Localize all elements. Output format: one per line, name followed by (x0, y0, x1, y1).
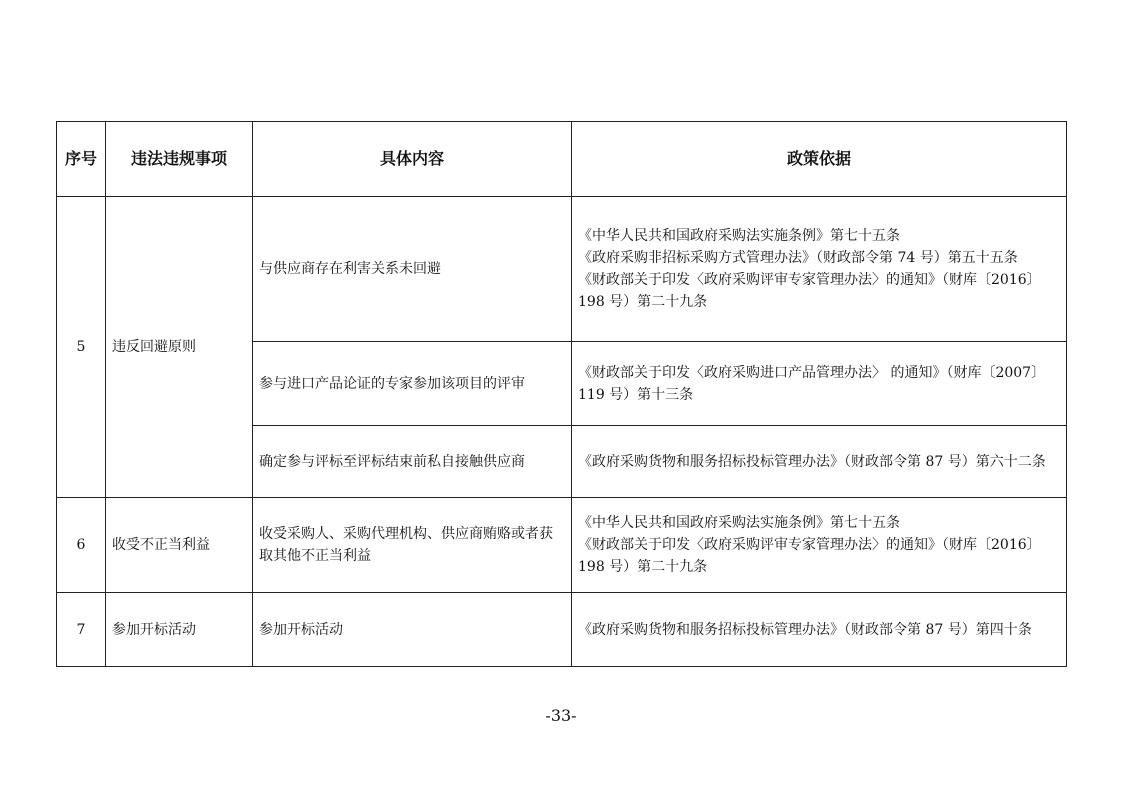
basis-line: 《中华人民共和国政府采购法实施条例》第七十五条 (578, 515, 900, 531)
header-row (57, 122, 1067, 197)
row-content: 参加开标活动 (253, 593, 572, 667)
row-content: 与供应商存在利害关系未回避 (253, 197, 572, 342)
row-basis (572, 498, 1067, 593)
basis-line: 《财政部关于印发〈政府采购评审专家管理办法〉的通知》（财库〔2016〕198 号）第二十九条 (578, 537, 1041, 575)
table-row (57, 197, 1067, 342)
row-item: 参加开标活动 (106, 593, 253, 667)
row-item: 违反回避原则 (106, 197, 253, 498)
header-content: 具体内容 (253, 122, 572, 197)
table-row (57, 498, 1067, 593)
basis-line: 《政府采购货物和服务招标投标管理办法》（财政部令第 87 号）第四十条 (578, 621, 1032, 638)
row-number: 6 (57, 498, 106, 593)
policy-table (56, 121, 1067, 667)
row-basis (572, 197, 1067, 342)
row-item: 收受不正当利益 (106, 498, 253, 593)
basis-line: 《中华人民共和国政府采购法实施条例》第七十五条 (578, 228, 900, 244)
table-row (57, 593, 1067, 667)
row-basis (572, 593, 1067, 667)
header-basis: 政策依据 (572, 122, 1067, 197)
row-content: 参与进口产品论证的专家参加该项目的评审 (253, 342, 572, 426)
basis-line: 《政府采购非招标采购方式管理办法》（财政部令第 74 号）第五十五条 (578, 250, 1018, 266)
row-basis (572, 342, 1067, 426)
basis-line: 《财政部关于印发〈政府采购进口产品管理办法〉 的通知》（财库〔2007〕119 号）第十三条 (578, 364, 1046, 403)
header-item: 违法违规事项 (106, 122, 253, 197)
row-basis (572, 426, 1067, 498)
row-content: 确定参与评标至评标结束前私自接触供应商 (253, 426, 572, 498)
header-no: 序号 (57, 122, 106, 197)
basis-line: 《政府采购货物和服务招标投标管理办法》（财政部令第 87 号）第六十二条 (578, 453, 1046, 470)
basis-line: 《财政部关于印发〈政府采购评审专家管理办法〉的通知》（财库〔2016〕198 号）第二十九条 (578, 272, 1041, 310)
row-number: 7 (57, 593, 106, 667)
page-number: -33- (545, 706, 577, 725)
row-content: 收受采购人、采购代理机构、供应商贿赂或者获取其他不正当利益 (253, 498, 572, 593)
row-number: 5 (57, 197, 106, 498)
